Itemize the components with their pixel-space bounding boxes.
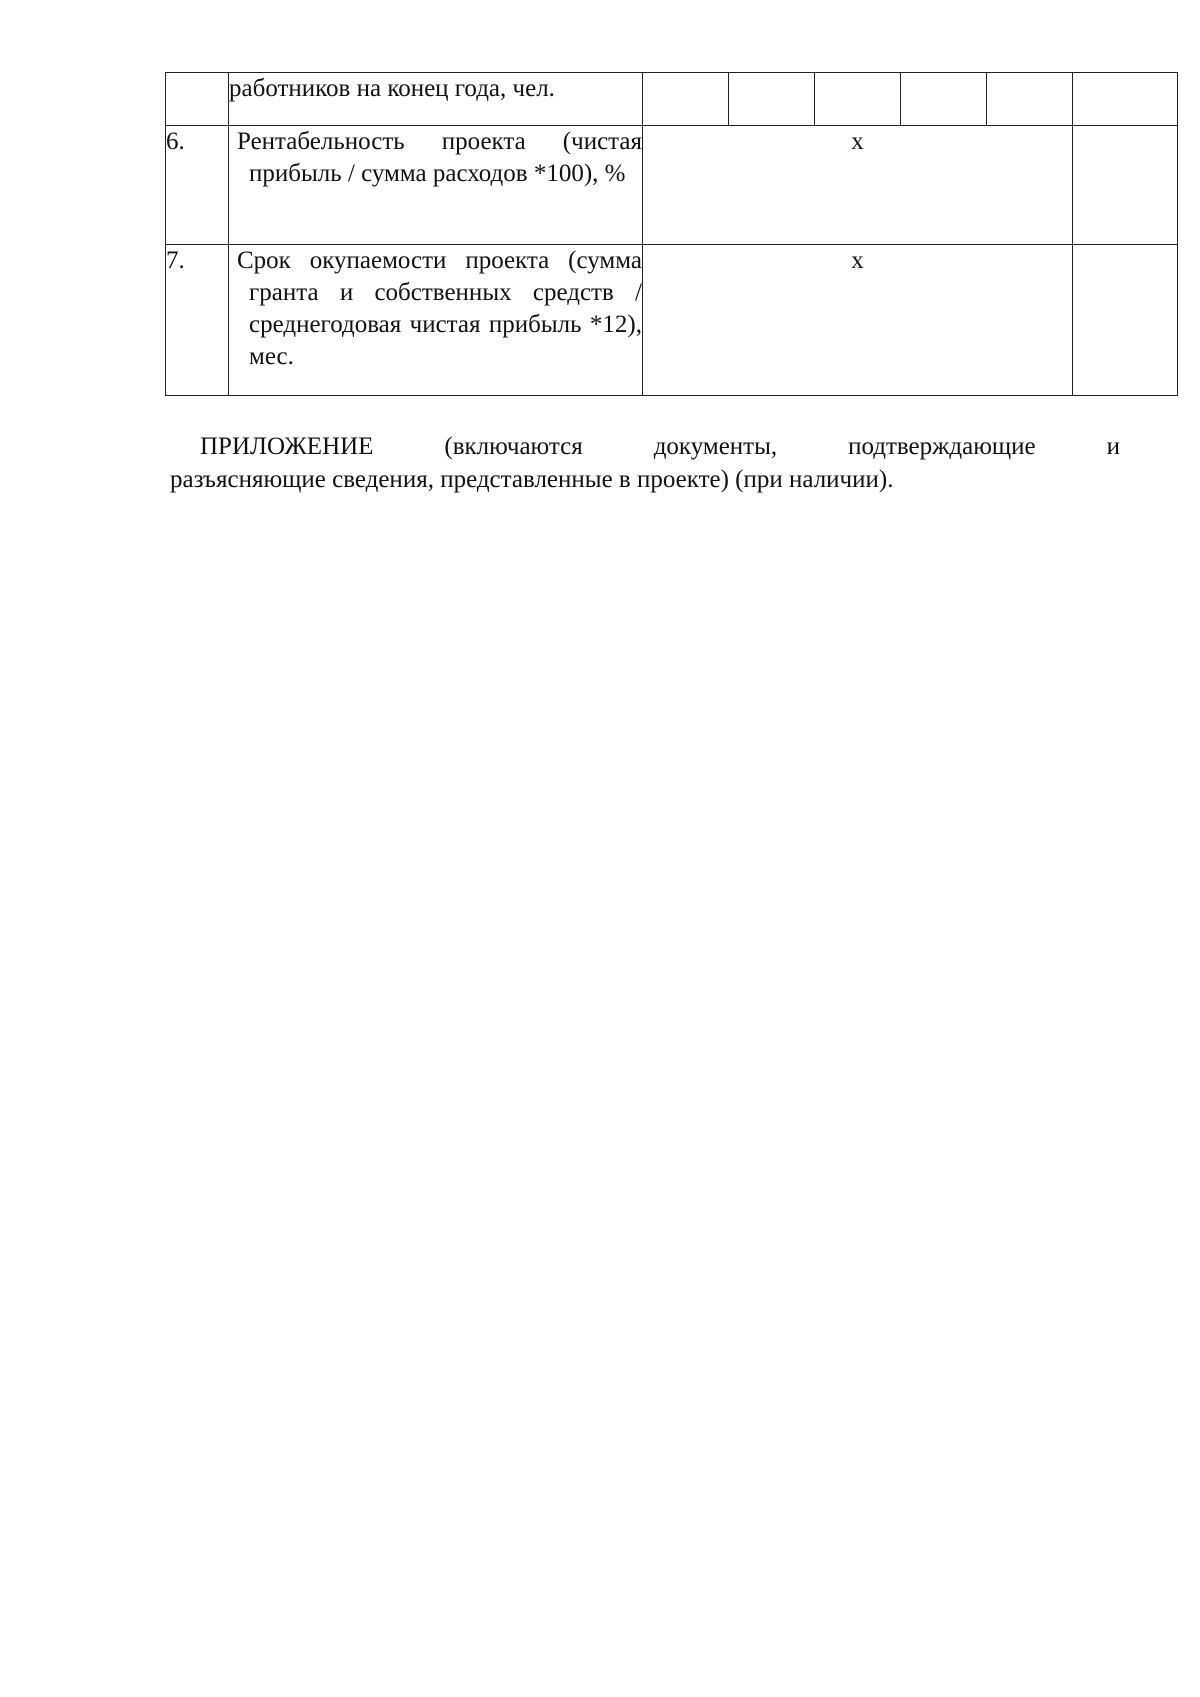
value-cell-total: [1073, 245, 1178, 396]
row-description-cell: [229, 245, 643, 396]
row-description: Рентабельность проекта (чистая прибыль / сумма расходов *100), %: [237, 128, 642, 187]
appendix-line-2: разъясняющие сведения, представленные в проекте) (при наличии).: [170, 466, 894, 493]
row-description: работников на конец года, чел.: [229, 75, 555, 102]
value-cell-total: [1073, 126, 1178, 245]
value-cell-year-2: [729, 73, 815, 126]
value-cell-year-5: [987, 73, 1073, 126]
not-applicable-mark: х: [643, 245, 1073, 396]
value-cell-year-3: [815, 73, 901, 126]
appendix-note: [170, 430, 1120, 496]
value-cell-year-1: [643, 73, 729, 126]
value-cell-total: [1073, 73, 1178, 126]
row-description: Срок окупаемости проекта (сумма гранта и собственных средств / среднегодовая чистая прибыль *12), мес.: [237, 247, 642, 370]
indicators-table: [165, 72, 1178, 396]
table-row: [166, 245, 1178, 396]
table-row: [166, 126, 1178, 245]
row-number-cell: 7.: [166, 245, 229, 396]
not-applicable-mark: х: [643, 126, 1073, 245]
row-number-cell: 6.: [166, 126, 229, 245]
row-description-cell: [229, 126, 643, 245]
row-number-cell: [166, 73, 229, 126]
value-cell-year-4: [901, 73, 987, 126]
table-row: [166, 73, 1178, 126]
row-description-cell: [229, 73, 643, 126]
appendix-line-1: ПРИЛОЖЕНИЕ (включаются документы, подтверждающие и: [200, 433, 1120, 460]
